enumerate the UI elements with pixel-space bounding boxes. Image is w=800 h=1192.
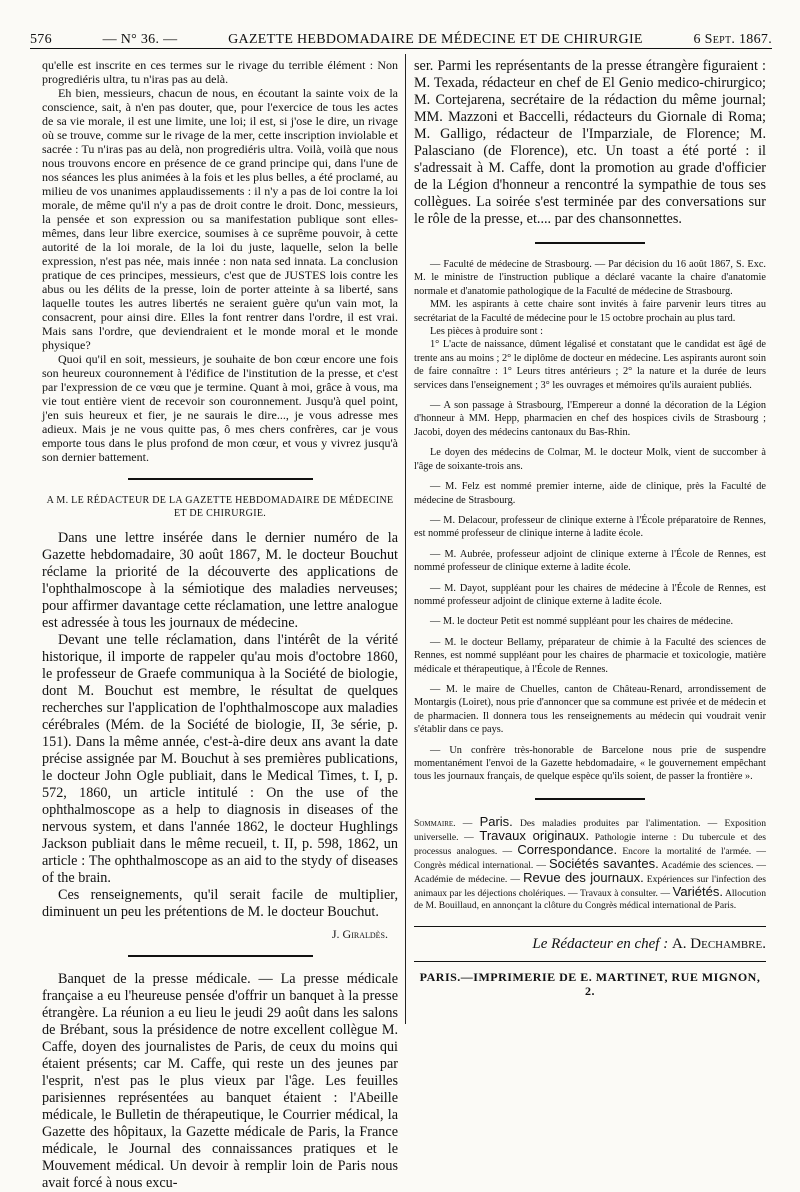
banquet-paragraph: Banquet de la presse médicale. — La presse médicale française a eu l'heureuse pensée d'offrir un banquet à la presse étrangère. La réunion a eu lieu le jeudi 29 août dans les salons de Brébant, sous la présidence de notre excellent collègue M. Caffe, doyen des journalistes de Paris, de ceux du moins qui étaient présents; car M. Caffe, qui reste un des jeunes par l'esprit, n'est pas le plus vieux par l'âge. Les feuilles parisiennes représentées au banquet étaient : l'Abeille médicale, le Bulletin de thérapeutique, le Courrier médical, la Gazette des hôpitaux, la Gazette médicale de Paris, la France médicale, le Journal des connaissances pratiques et le Mouvement médical. Un devoir à remplir loin de Paris nous avait forcé à nous excu- bbox=[42, 971, 398, 1191]
toc-text: Des maladies produites par l'alimentation. — Exposition universelle. — bbox=[414, 817, 767, 843]
toc-heading: Variétés. bbox=[672, 883, 723, 899]
letter-paragraph: Dans une lettre insérée dans le dernier numéro de la Gazette hebdomadaire, 30 août 1867, M. le docteur Bouchut réclame la priorité de la découverte des applications de l'ophthalmoscope à la sémiotique des maladies nerveuses; pour affirmer davantage cette réclamation, une lettre analogue est adressée à tous les journaux de médecine. bbox=[42, 530, 398, 631]
issue-date: 6 Sept. 1867. bbox=[693, 32, 772, 47]
speech-paragraph: qu'elle est inscrite en ces termes sur le rivage du terrible élément : Non progrediéris ultra, tu n'iras pas au delà. bbox=[42, 58, 398, 86]
toc-text: Expériences sur l'infection des animaux par les déjections cholériques. — Travaux à consulter. — bbox=[414, 873, 766, 899]
printer-imprint: PARIS.—IMPRIMERIE DE E. MARTINET, RUE MIGNON, 2. bbox=[414, 961, 766, 998]
news-item: — M. le maire de Chuelles, canton de Château-Renard, arrondissement de Montargis (Loiret), nous prie d'annoncer que sa commune est privée et de médecin et de pharmacien. Il donnera tous les renseignements au médecin qui voudrait venir s'établir dans ce pays. bbox=[414, 683, 766, 736]
news-item: — A son passage à Strasbourg, l'Empereur a donné la décoration de la Légion d'honneur à MM. Hepp, pharmacien en chef des hospices civils de Strasbourg ; Jacobi, doyen des médecins cantonaux du Bas-Rhin. bbox=[414, 400, 766, 438]
banquet-continuation: ser. Parmi les représentants de la presse étrangère figuraient : M. Texada, rédacteur en chef de El Genio medico-chirurgico; M. Cortejarena, secrétaire de la rédaction du même journal; MM. Mazzoni et Baccelli, rédacteurs du Giornale di Roma; M. Galligo, rédacteur de l'Imparziale, de Florence; M. Palasciano (de Florence), etc. Un toast a été porté : il s'adressait à M. Caffe, dont la promotion au grade d'officier de la Légion d'honneur a rencontré la sympathie de tous ses collègues. La soirée s'est terminée par des conversations sur le rôle de la presse, et.... par des chansonnettes. bbox=[414, 58, 766, 227]
editor-name: A. Dechambre. bbox=[671, 935, 766, 952]
section-rule bbox=[535, 242, 645, 244]
column-divider bbox=[405, 54, 406, 1024]
toc-text: Pathologie interne : Du tubercule et des processus analogues. — bbox=[414, 831, 766, 857]
speech-paragraph: Quoi qu'il en soit, messieurs, je souhaite de bon cœur encore une fois son heureux couronnement à l'édifice de l'institution de la presse, et c'est par l'expression de ce vœu que je termine. Quant à moi, grâce à vous, ma vie tout entière vient de recevoir son couronnement. Jusqu'à quel point, j'en suis heureux et fier, je ne saurais le dire..., je vous adresse mes adieux. Mais je ne vous quitte pas, ô mes chers confrères, car je vous emporte tous dans le plus profond de mon cœur, et vous y vivrez jusqu'à son dernier battement. bbox=[42, 352, 398, 464]
right-column bbox=[414, 58, 766, 998]
section-rule bbox=[128, 955, 313, 957]
faculty-notice: — Faculté de médecine de Strasbourg. — Par décision du 16 août 1867, S. Exc. M. le ministre de l'instruction publique a déclaré vacante la chaire d'anatomie normale et d'anatomie pathologique de la Faculté de médecine de Strasbourg. bbox=[414, 259, 766, 297]
section-rule bbox=[128, 478, 313, 480]
news-item: — M. Delacour, professeur de clinique externe à l'École préparatoire de Rennes, est nommé professeur de clinique interne à ladite école. bbox=[414, 514, 766, 540]
toc-text: Académie des sciences. — Académie de médecine. — bbox=[414, 859, 767, 885]
editor-line bbox=[414, 926, 766, 951]
sommaire-label: Sommaire. bbox=[414, 817, 456, 829]
letter-paragraph: Devant une telle réclamation, dans l'intérêt de la vérité historique, il importe de rappeler qu'au mois d'octobre 1860, le professeur de Graefe communiqua à la Société de biologie, dont M. Bouchut est membre, le résultat de quelques recherches sur l'application de l'ophthalmoscope aux maladies cérébrales (Mém. de la Société de biologie, II, 3e série, p. 151). Dans la même année, c'est-à-dire deux ans avant la date précise assignée par M. Bouchut à ses premières publications, le docteur John Ogle publiait, dans le Medical Times, t. I, p. 572, 1860, un article intitulé : On the use of the ophthalmoscope as a help to diagnosis in diseases of the nervous system, et dans l'année 1862, le docteur Hughlings Jackson publiait dans le même recueil, t. II, p. 598, 1862, un article : The ophthalmoscope as an aid to the stydy of diseases of the brain. bbox=[42, 632, 398, 886]
news-item: — M. Dayot, suppléant pour les chaires de médecine à l'École de Rennes, est nommé professeur adjoint de clinique externe à ladite école. bbox=[414, 582, 766, 607]
editor-label: Le Rédacteur en chef : bbox=[532, 935, 669, 952]
toc-text: Allocution de M. Bouillaud, en annonçant la clôture du Congrès médical international de Paris. bbox=[414, 887, 766, 911]
news-item: Le doyen des médecins de Colmar, M. le docteur Molk, vient de succomber à l'âge de soixante-trois ans. bbox=[414, 447, 766, 472]
toc-heading: Revue des journaux. bbox=[523, 869, 644, 885]
toc-heading: Correspondance. bbox=[517, 841, 618, 857]
toc-heading: Travaux originaux. bbox=[479, 827, 590, 843]
faculty-notice: Les pièces à produire sont : bbox=[430, 326, 543, 338]
toc-text: Encore la mortalité de l'armée. — Congrès médical international. — bbox=[414, 845, 767, 871]
letter-heading: A M. LE RÉDACTEUR DE LA GAZETTE HEBDOMADAIRE DE MÉDECINE ET DE CHIRURGIE. bbox=[46, 495, 394, 519]
left-column bbox=[42, 58, 398, 1192]
news-item: — M. le docteur Bellamy, préparateur de chimie à la Faculté des sciences de Rennes, est nommé suppléant pour les chaires de pharmacie et toxicologie, matière médicale et thérapeutique, à l'École de Rennes. bbox=[414, 636, 766, 675]
news-item: — M. Felz est nommé premier interne, aide de clinique, près la Faculté de médecine de Strasbourg. bbox=[414, 481, 766, 506]
letter-signature: J. Giraldès. bbox=[331, 927, 388, 941]
journal-title: GAZETTE HEBDOMADAIRE DE MÉDECINE ET DE CHIRURGIE bbox=[228, 32, 643, 47]
news-item: — M. Aubrée, professeur adjoint de clinique externe à l'École de Rennes, est nommé professeur de clinique externe à ladite école. bbox=[414, 548, 766, 574]
running-header bbox=[30, 26, 772, 49]
section-rule bbox=[535, 798, 645, 800]
speech-paragraph: Eh bien, messieurs, chacun de nous, en écoutant la sainte voix de la conscience, sait, à n'en pas douter, que, pour l'exercice de tous les actes de sa vie morale, il est une limite, une loi; il est, si j'ose le dire, un rivage où se trouve, comme sur le rivage de la mer, cette inscription inviolable et sacrée : Tu n'iras pas au delà, non progrediéris ultra. Voilà, voilà que nous nous trouvons encore en présence de ce grand principe qui, dans l'une de nos séances les plus animées à la fois et les plus belles, a été proclamé, au milieu de vos unanimes applaudissements : il n'y a pas de loi contre la loi morale, de même qu'il n'y a pas de droit contre le droit. Donc, messieurs, la pensée et son expression ou sa manifestation publique sont elles-mêmes, dans leur libre exercice, soumises à ce suprême pouvoir, à cette autorité de la loi morale, de la loi du juste, laquelle, selon la belle expression, n'est pas née, mais innée : non nata sed innata. La conclusion pratique de ces principes, messieurs, c'est que de JUSTES lois contre les abus ou les délits de la presse, loin de porter atteinte à sa liberté, sans laquelle toutes les autres libertés ne seraient guère qu'un vain mot, la consacrent, pour ainsi dire. Elles la font rentrer dans l'ordre, il est vrai. Mais sans l'ordre, que deviendraient et le monde moral et le monde physique? bbox=[42, 86, 398, 352]
news-item: — M. le docteur Petit est nommé suppléant pour les chaires de médecine. bbox=[430, 616, 734, 628]
issue-number: — N° 36. — bbox=[102, 32, 178, 47]
news-item: — Un confrère très-honorable de Barcelone nous prie de suspendre momentanément l'envoi de la Gazette hebdomadaire, « le gouvernement empêchant tous les journaux français, de quelque espèce qu'ils soient, de passer la frontière ». bbox=[414, 744, 766, 783]
letter-paragraph: Ces renseignements, qu'il serait facile de multiplier, diminuent un peu les prétentions de M. le docteur Bouchut. bbox=[42, 887, 398, 920]
toc-heading: Sociétés savantes. bbox=[548, 855, 659, 871]
faculty-notice: 1° L'acte de naissance, dûment légalisé et constatant que le candidat est âgé de trente ans au moins ; 2° le diplôme de docteur en médecine. Les aspirants auront soin de faire connaître : 1° Leurs titres antérieurs ; 2° la nature et la durée de leurs services dans l'enseignement ; 3° les ouvrages et mémoires qu'ils auraient publiés. bbox=[414, 339, 766, 391]
faculty-notice: MM. les aspirants à cette chaire sont invités à faire parvenir leurs titres au secrétariat de la Faculté de médecine pour le 15 octobre prochain au plus tard. bbox=[414, 299, 766, 324]
page-number: 576 bbox=[30, 32, 52, 47]
table-of-contents: Sommaire. — Paris. Des maladies produites par l'alimentation. — Exposition universelle. — Travaux originaux. Pathologie interne : Du tubercule et des processus analogues. — Correspondance. Encore la mortalité de l'armée. — Congrès médical international. — Sociétés savantes. Académie des sciences. — Académie de médecine. — Revue des journaux. Expériences sur l'infection des animaux par les déjections cholériques. — Travaux à consulter. — Variétés. Allocution de M. Bouillaud, en annonçant la clôture du Congrès médical international de Paris. bbox=[414, 813, 767, 911]
toc-heading: Paris. bbox=[479, 813, 513, 829]
